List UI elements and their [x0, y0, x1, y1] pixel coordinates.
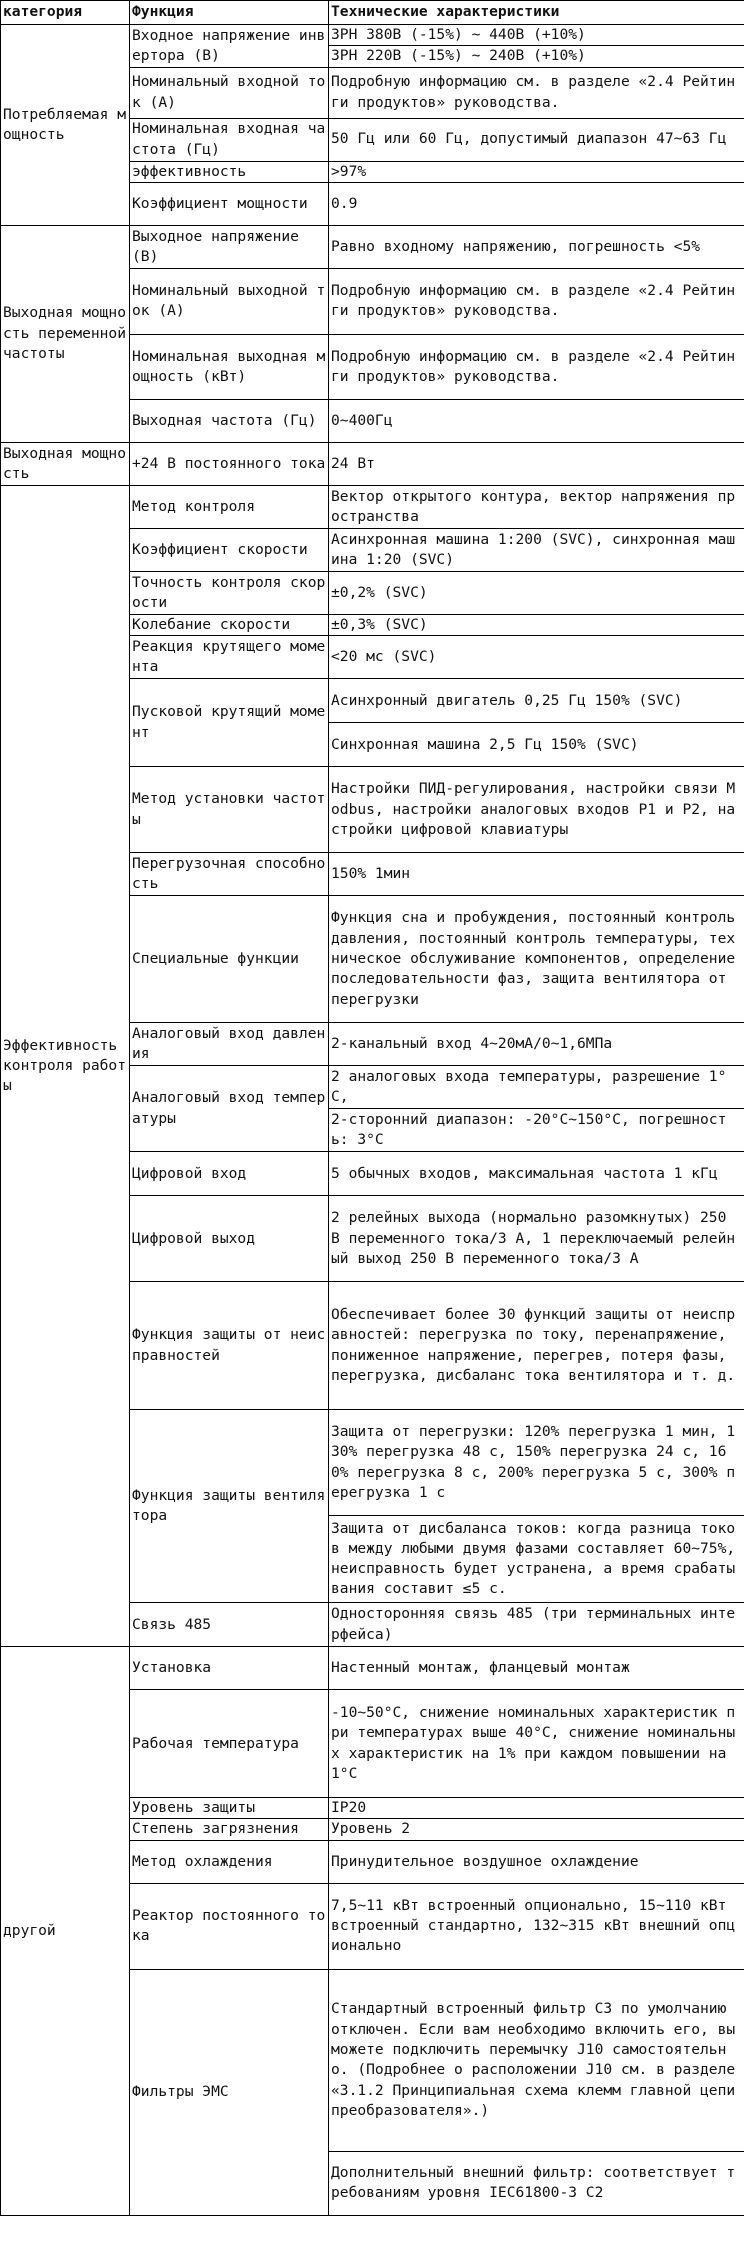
function-cell: Степень загрязнения: [130, 1819, 329, 1840]
function-cell: Цифровой вход: [130, 1152, 329, 1196]
spec-cell: 2-сторонний диапазон: -20°C~150°C, погрешность: 3°C: [329, 1109, 744, 1152]
function-cell: Номинальная выходная мощность (кВт): [130, 334, 329, 399]
category-cell: Потребляемая мощность: [1, 25, 130, 226]
spec-cell: ±0,2% (SVC): [329, 571, 744, 614]
spec-cell: <20 мс (SVC): [329, 636, 744, 679]
header-specs: Технические характеристики: [329, 1, 744, 25]
spec-cell: 0.9: [329, 182, 744, 225]
function-cell: Аналоговый вход температуры: [130, 1066, 329, 1152]
category-cell: Выходная мощность: [1, 442, 130, 485]
spec-cell: ±0,3% (SVC): [329, 614, 744, 635]
spec-cell: -10~50°C, снижение номинальных характеристик при температурах выше 40°C, снижение номинальных характеристик на 1% при каждом повышении на 1°C: [329, 1690, 744, 1798]
spec-cell: >97%: [329, 161, 744, 182]
spec-cell: 150% 1мин: [329, 853, 744, 896]
function-cell: Уровень защиты: [130, 1798, 329, 1819]
function-cell: Коэффициент мощности: [130, 182, 329, 225]
spec-cell: Асинхронный двигатель 0,25 Гц 150% (SVC): [329, 679, 744, 723]
spec-cell: Функция сна и пробуждения, постоянный контроль давления, постоянный контроль температуры, техническое обслуживание компонентов, определение последовательности фаз, защита вентилятора от перегрузки: [329, 896, 744, 1023]
function-cell: Входное напряжение инвертора (В): [130, 25, 329, 68]
spec-cell: Односторонняя связь 485 (три терминальных интерфейса): [329, 1603, 744, 1647]
spec-cell: Дополнительный внешний фильтр: соответствует требованиям уровня IEC61800-3 C2: [329, 2151, 744, 2215]
spec-cell: 7,5~11 кВт встроенный опционально, 15~110 кВт встроенный стандартно, 132~315 кВт внешний опционально: [329, 1883, 744, 1969]
spec-cell: Принудительное воздушное охлаждение: [329, 1840, 744, 1883]
table-row: [1, 485, 744, 528]
function-cell: Реакция крутящего момента: [130, 636, 329, 679]
function-cell: эффективность: [130, 161, 329, 182]
spec-cell: 2 релейных выхода (нормально разомкнутых) 250 В переменного тока/3 А, 1 переключаемый релейный выход 250 В переменного тока/3 А: [329, 1196, 744, 1282]
spec-cell: Уровень 2: [329, 1819, 744, 1840]
table-row: [1, 442, 744, 485]
header-category: категория: [1, 1, 130, 25]
function-cell: Метод установки частоты: [130, 767, 329, 853]
function-cell: Колебание скорости: [130, 614, 329, 635]
spec-cell: Настройки ПИД-регулирования, настройки связи Modbus, настройки аналоговых входов P1 и P2, настройки цифровой клавиатуры: [329, 767, 744, 853]
function-cell: Номинальная входная частота (Гц): [130, 118, 329, 161]
function-cell: Связь 485: [130, 1603, 329, 1647]
function-cell: Перегрузочная способность: [130, 853, 329, 896]
spec-cell: 2-канальный вход 4~20мА/0~1,6МПа: [329, 1023, 744, 1066]
spec-cell: 3PH 220В (-15%) ~ 240В (+10%): [329, 46, 744, 67]
function-cell: Коэффициент скорости: [130, 528, 329, 571]
category-cell: Выходная мощность переменной частоты: [1, 225, 130, 442]
spec-cell: Настенный монтаж, фланцевый монтаж: [329, 1647, 744, 1690]
spec-cell: Вектор открытого контура, вектор напряжения пространства: [329, 485, 744, 528]
function-cell: +24 В постоянного тока: [130, 442, 329, 485]
spec-cell: Подробную информацию см. в разделе «2.4 Рейтинги продуктов» руководства.: [329, 268, 744, 334]
table-row: [1, 1647, 744, 1690]
function-cell: Точность контроля скорости: [130, 571, 329, 614]
spec-cell: Подробную информацию см. в разделе «2.4 Рейтинги продуктов» руководства.: [329, 67, 744, 118]
function-cell: Выходная частота (Гц): [130, 399, 329, 442]
function-cell: Метод охлаждения: [130, 1840, 329, 1883]
category-cell: Эффективность контроля работы: [1, 485, 130, 1646]
table-row: [1, 25, 744, 46]
table-row: [1, 225, 744, 268]
spec-cell: Равно входному напряжению, погрешность <5%: [329, 225, 744, 268]
spec-cell: 5 обычных входов, максимальная частота 1 кГц: [329, 1152, 744, 1196]
spec-cell: Синхронная машина 2,5 Гц 150% (SVC): [329, 723, 744, 767]
function-cell: Функция защиты вентилятора: [130, 1410, 329, 1603]
function-cell: Пусковой крутящий момент: [130, 679, 329, 767]
spec-cell: Обеспечивает более 30 функций защиты от неисправностей: перегрузка по току, перенапряжение, пониженное напряжение, перегрев, потеря фазы, перегрузка, дисбаланс тока вентилятора и т. д.: [329, 1282, 744, 1410]
spec-cell: 3PH 380В (-15%) ~ 440В (+10%): [329, 25, 744, 46]
function-cell: Специальные функции: [130, 896, 329, 1023]
spec-cell: 0~400Гц: [329, 399, 744, 442]
spec-cell: Стандартный встроенный фильтр C3 по умолчанию отключен. Если вам необходимо включить его, вы можете подключить перемычку J10 самостоятельно. (Подробнее о расположении J10 см. в разделе «3.1.2 Принципиальная схема клемм главной цепи преобразователя».): [329, 1969, 744, 2151]
function-cell: Цифровой выход: [130, 1196, 329, 1282]
spec-cell: Защита от дисбаланса токов: когда разница токов между любыми двумя фазами составляет 60~75%, неисправность будет устранена, а время срабатывания составит ≤5 с.: [329, 1516, 744, 1603]
header-row: [1, 1, 744, 25]
function-cell: Номинальный входной ток (А): [130, 67, 329, 118]
function-cell: Метод контроля: [130, 485, 329, 528]
spec-cell: 24 Вт: [329, 442, 744, 485]
spec-cell: Защита от перегрузки: 120% перегрузка 1 мин, 130% перегрузка 48 с, 150% перегрузка 24 с, 160% перегрузка 8 с, 200% перегрузка 5 с, 300% перегрузка 1 с: [329, 1410, 744, 1516]
spec-cell: 50 Гц или 60 Гц, допустимый диапазон 47~63 Гц: [329, 118, 744, 161]
function-cell: Установка: [130, 1647, 329, 1690]
function-cell: Функция защиты от неисправностей: [130, 1282, 329, 1410]
header-function: Функция: [130, 1, 329, 25]
spec-cell: 2 аналоговых входа температуры, разрешение 1°C,: [329, 1066, 744, 1109]
spec-cell: IP20: [329, 1798, 744, 1819]
function-cell: Аналоговый вход давления: [130, 1023, 329, 1066]
function-cell: Рабочая температура: [130, 1690, 329, 1798]
function-cell: Реактор постоянного тока: [130, 1883, 329, 1969]
function-cell: Номинальный выходной ток (А): [130, 268, 329, 334]
function-cell: Выходное напряжение (В): [130, 225, 329, 268]
function-cell: Фильтры ЭМС: [130, 1969, 329, 2215]
spec-cell: Подробную информацию см. в разделе «2.4 Рейтинги продуктов» руководства.: [329, 334, 744, 399]
category-cell: другой: [1, 1647, 130, 2216]
spec-cell: Асинхронная машина 1:200 (SVC), синхронная машина 1:20 (SVC): [329, 528, 744, 571]
